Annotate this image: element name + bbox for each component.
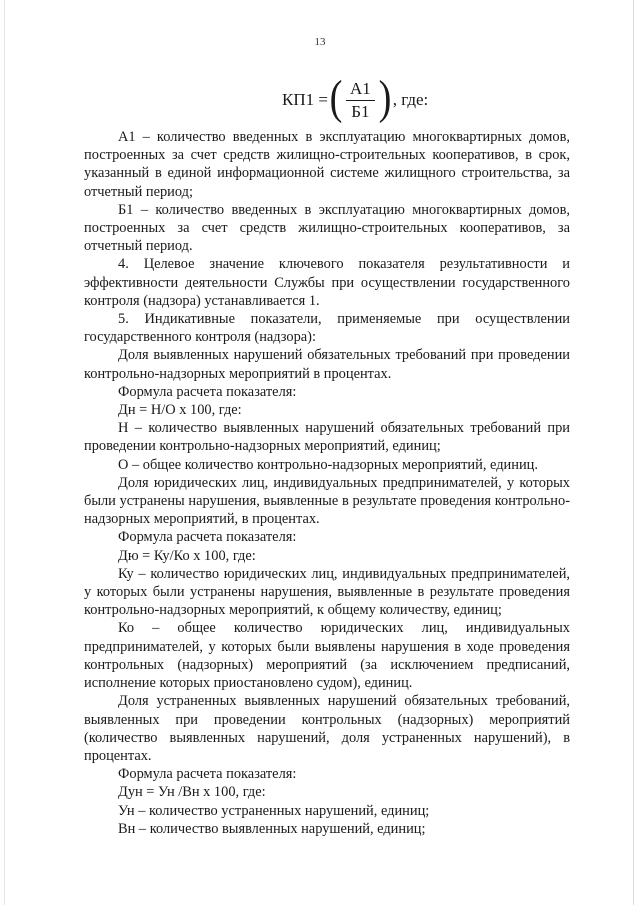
paragraph-formula-dun: Дун = Ун /Вн х 100, где:: [118, 784, 266, 801]
paragraph-formula-dn: Дн = Н/О х 100, где:: [118, 402, 242, 419]
paragraph-ko-definition: Ко – общее количество юридических лиц, индивидуальных предпринимателей, у которых были выявлены нарушения в ходе проведения контрольных (надзорных) мероприятий (за исключением предписаний, исполнение которых приостановлено судом), единиц.: [84, 620, 570, 692]
paragraph-formula-heading-1: Формула расчета показателя:: [118, 383, 297, 400]
paragraph-formula-heading-3: Формула расчета показателя:: [118, 766, 297, 783]
paragraph-b1-definition: Б1 – количество введенных в эксплуатацию многоквартирных домов, построенных за счет средств жилищно-строительных кооперативов, за отчетный период.: [84, 201, 570, 255]
paragraph-un-definition: Ун – количество устраненных нарушений, единиц;: [118, 802, 430, 819]
paragraph-formula-heading-2: Формула расчета показателя:: [118, 529, 297, 546]
formula-fraction: [346, 79, 375, 121]
page-number: 13: [314, 36, 326, 48]
left-paren-glyph: (: [329, 71, 343, 124]
paragraph-a1-definition: А1 – количество введенных в эксплуатацию многоквартирных домов, построенных за счет средств жилищно-строительных кооперативов, в срок, указанный в единой информационной системе жилищного строительства, за отчетный период;: [84, 129, 570, 200]
paragraph-indicative-indicators: 5. Индикативные показатели, применяемые при осуществлении государственного контроля (надзора):: [84, 311, 570, 346]
paragraph-o-definition: О – общее количество контрольно-надзорных мероприятий, единиц.: [118, 456, 538, 473]
paragraph-target-value: 4. Целевое значение ключевого показателя результативности и эффективности деятельности Службы при осуществлении государственного контроля (надзора) устанавливается 1.: [84, 256, 570, 309]
paragraph-violations-share: Доля выявленных нарушений обязательных требований при проведении контрольно-надзорных мероприятий в процентах.: [84, 347, 570, 382]
formula-suffix: , где:: [392, 90, 429, 109]
scan-edge-right: [633, 0, 634, 905]
formula-numerator: А1: [346, 79, 375, 101]
formula-kp1: [282, 71, 429, 124]
formula-denominator: Б1: [351, 101, 370, 121]
paragraph-eliminated-share: Доля устраненных выявленных нарушений обязательных требований, выявленных при проведении контрольных (надзорных) мероприятий (количество выявленных нарушений, доля устраненных нарушений), в процентах.: [84, 693, 570, 764]
paragraph-vn-definition: Вн – количество выявленных нарушений, единиц;: [118, 820, 426, 837]
right-paren-glyph: ): [378, 71, 392, 124]
paragraph-ku-definition: Ку – количество юридических лиц, индивидуальных предпринимателей, у которых были устранены нарушения, выявленные в результате проведения контрольно-надзорных мероприятий, к общему количеству, единиц;: [84, 565, 570, 619]
formula-lhs: КП1 =: [282, 90, 328, 109]
paragraph-formula-dyu: Дю = Ку/Ко х 100, где:: [118, 547, 256, 564]
scan-edge-left: [4, 0, 5, 905]
paragraph-legal-entities-share: Доля юридических лиц, индивидуальных предпринимателей, у которых были устранены нарушения, выявленные в результате проведения контрольно-надзорных мероприятий, в процентах.: [84, 474, 570, 528]
paragraph-n-definition: Н – количество выявленных нарушений обязательных требований при проведении контрольно-надзорных мероприятий, единиц;: [84, 420, 570, 455]
document-body: [84, 128, 570, 838]
